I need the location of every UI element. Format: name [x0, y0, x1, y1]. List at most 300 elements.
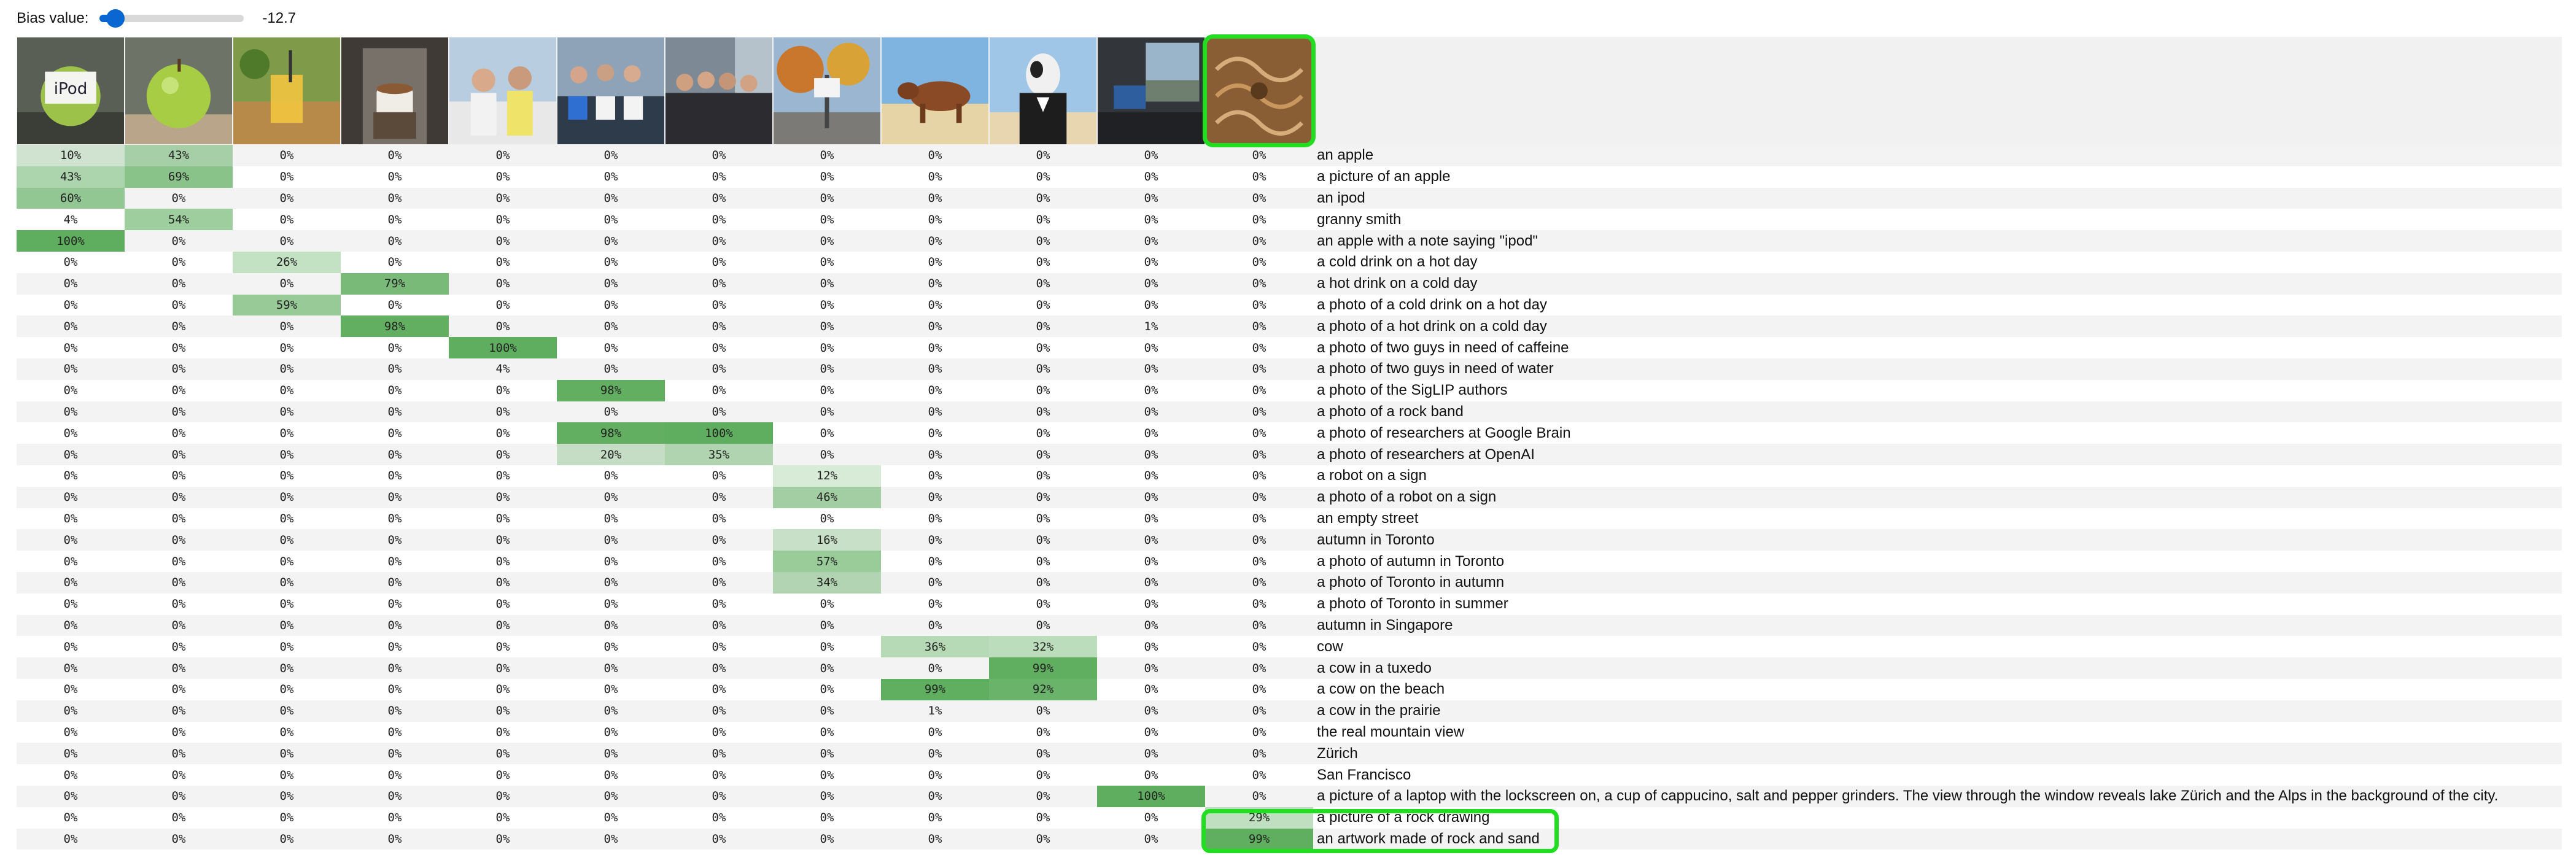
score-cell: 0% — [1252, 618, 1267, 632]
caption-label: a cow in a tuxedo — [1317, 659, 1432, 676]
score-cell: 0% — [279, 149, 294, 163]
score-cell: 0% — [1036, 554, 1050, 568]
score-cell: 0% — [1252, 789, 1267, 803]
score-cell: 0% — [63, 277, 78, 291]
score-cell: 0% — [171, 255, 186, 269]
table-row — [17, 465, 2562, 487]
score-cell: 0% — [603, 725, 618, 739]
score-cell: 0% — [387, 789, 402, 803]
score-cell: 0% — [63, 597, 78, 611]
score-cell: 0% — [1252, 170, 1267, 184]
score-cell: 0% — [603, 298, 618, 312]
score-cell: 0% — [63, 789, 78, 803]
score-cell: 0% — [603, 212, 618, 226]
score-cell: 0% — [1252, 533, 1267, 547]
table-row — [17, 295, 2562, 316]
score-cell: 0% — [495, 597, 510, 611]
score-cell: 0% — [495, 234, 510, 248]
score-cell: 0% — [712, 618, 726, 632]
score-cell: 0% — [928, 447, 942, 462]
score-cell: 0% — [1036, 511, 1050, 525]
caption-label: the real mountain view — [1317, 723, 1465, 740]
score-cell: 0% — [928, 404, 942, 419]
score-cell: 0% — [171, 725, 186, 739]
score-cell: 0% — [387, 554, 402, 568]
score-cell: 0% — [387, 533, 402, 547]
score-cell: 0% — [171, 426, 186, 440]
score-cell: 0% — [603, 511, 618, 525]
cow-on-beach-icon — [882, 37, 988, 144]
score-cell: 0% — [171, 469, 186, 483]
score-rows — [17, 145, 2562, 849]
score-cell: 0% — [279, 191, 294, 205]
score-cell: 0% — [387, 746, 402, 760]
score-cell: 0% — [1144, 554, 1158, 568]
score-cell: 0% — [1036, 212, 1050, 226]
score-cell: 0% — [63, 469, 78, 483]
score-cell: 0% — [603, 789, 618, 803]
score-cell: 0% — [820, 789, 834, 803]
score-cell: 0% — [171, 319, 186, 333]
hot-drink-mug-icon — [341, 37, 448, 144]
score-cell: 0% — [820, 341, 834, 355]
score-cell: 0% — [63, 725, 78, 739]
score-cell: 0% — [712, 277, 726, 291]
score-cell: 0% — [171, 191, 186, 205]
score-cell: 0% — [712, 576, 726, 590]
score-cell: 0% — [928, 277, 942, 291]
score-cell: 0% — [495, 298, 510, 312]
score-cell: 0% — [63, 683, 78, 697]
table-row — [17, 572, 2562, 594]
caption-label: autumn in Toronto — [1317, 531, 1435, 548]
bias-slider[interactable] — [99, 15, 244, 22]
score-cell: 0% — [712, 384, 726, 398]
score-cell: 0% — [603, 255, 618, 269]
score-cell: 0% — [1144, 341, 1158, 355]
score-cell: 0% — [1144, 490, 1158, 505]
score-cell: 35% — [665, 444, 773, 465]
score-cell: 0% — [279, 426, 294, 440]
score-cell: 0% — [1036, 426, 1050, 440]
score-cell: 0% — [279, 234, 294, 248]
score-cell: 20% — [557, 444, 665, 465]
table-row — [17, 380, 2562, 401]
score-cell: 0% — [1036, 319, 1050, 333]
score-cell: 0% — [387, 597, 402, 611]
score-cell: 0% — [387, 661, 402, 675]
score-cell: 0% — [63, 704, 78, 718]
score-cell: 0% — [603, 811, 618, 825]
image-robot-sign-toronto — [774, 37, 880, 144]
score-cell: 0% — [279, 640, 294, 654]
score-cell: 0% — [279, 683, 294, 697]
score-cell: 0% — [712, 212, 726, 226]
image-column-12 — [1205, 37, 1313, 145]
score-cell: 0% — [1036, 447, 1050, 462]
score-cell: 0% — [1144, 298, 1158, 312]
score-cell: 0% — [928, 618, 942, 632]
score-cell: 99% — [881, 679, 989, 700]
score-cell: 0% — [1252, 384, 1267, 398]
laptop-window-view-icon — [1098, 37, 1205, 144]
score-cell: 0% — [171, 298, 186, 312]
bias-value: -12.7 — [262, 10, 297, 26]
score-cell: 0% — [1144, 811, 1158, 825]
image-column-6 — [557, 37, 665, 145]
score-cell: 0% — [928, 319, 942, 333]
score-cell: 99% — [1205, 829, 1313, 850]
score-cell: 0% — [820, 212, 834, 226]
table-row — [17, 230, 2562, 252]
score-cell: 0% — [1252, 576, 1267, 590]
score-cell: 0% — [171, 597, 186, 611]
score-cell: 0% — [279, 212, 294, 226]
score-cell: 46% — [773, 487, 881, 508]
score-cell: 0% — [712, 597, 726, 611]
score-cell: 0% — [1252, 447, 1267, 462]
score-cell: 0% — [928, 768, 942, 782]
score-cell: 60% — [17, 188, 125, 209]
score-cell: 98% — [557, 422, 665, 444]
score-cell: 0% — [712, 319, 726, 333]
score-cell: 0% — [495, 404, 510, 419]
image-laptop-zurich — [1098, 37, 1205, 144]
image-column-4 — [341, 37, 449, 145]
score-cell: 0% — [495, 469, 510, 483]
score-cell: 0% — [1144, 277, 1158, 291]
score-cell: 0% — [63, 533, 78, 547]
table-row — [17, 679, 2562, 700]
score-cell: 0% — [928, 511, 942, 525]
score-cell: 0% — [928, 341, 942, 355]
score-cell: 0% — [928, 490, 942, 505]
score-cell: 0% — [495, 789, 510, 803]
score-cell: 0% — [1252, 426, 1267, 440]
caption-label: an empty street — [1317, 509, 1419, 527]
score-cell: 0% — [63, 832, 78, 846]
score-cell: 0% — [1036, 469, 1050, 483]
score-cell: 0% — [495, 746, 510, 760]
score-cell: 0% — [603, 149, 618, 163]
score-cell: 0% — [279, 811, 294, 825]
score-cell: 0% — [171, 832, 186, 846]
score-cell: 0% — [171, 811, 186, 825]
score-cell: 0% — [1036, 341, 1050, 355]
score-cell: 0% — [1036, 533, 1050, 547]
score-cell: 0% — [495, 704, 510, 718]
score-cell: 0% — [928, 832, 942, 846]
score-cell: 0% — [387, 384, 402, 398]
score-cell: 0% — [820, 191, 834, 205]
score-cell: 0% — [1252, 597, 1267, 611]
table-row — [17, 529, 2562, 551]
score-cell: 0% — [63, 362, 78, 376]
table-row — [17, 829, 2562, 850]
score-cell: 0% — [387, 832, 402, 846]
score-cell: 0% — [603, 554, 618, 568]
score-cell: 0% — [495, 511, 510, 525]
score-cell: 0% — [63, 746, 78, 760]
table-row — [17, 145, 2562, 166]
score-cell: 0% — [712, 661, 726, 675]
score-cell: 0% — [1144, 511, 1158, 525]
score-cell: 0% — [1036, 170, 1050, 184]
score-cell: 0% — [1144, 384, 1158, 398]
score-cell: 0% — [1144, 725, 1158, 739]
score-cell: 0% — [1252, 277, 1267, 291]
score-cell: 0% — [1036, 768, 1050, 782]
score-cell: 0% — [1252, 469, 1267, 483]
score-cell: 0% — [495, 725, 510, 739]
score-cell: 79% — [341, 273, 449, 295]
score-cell: 0% — [928, 426, 942, 440]
score-cell: 0% — [712, 191, 726, 205]
score-cell: 54% — [125, 209, 233, 230]
score-cell: 0% — [279, 469, 294, 483]
score-cell: 0% — [603, 533, 618, 547]
score-cell: 0% — [387, 640, 402, 654]
score-cell: 0% — [63, 640, 78, 654]
caption-label: autumn in Singapore — [1317, 616, 1453, 633]
score-cell: 0% — [1036, 298, 1050, 312]
image-row — [17, 37, 2562, 145]
image-cold-drink — [233, 37, 340, 144]
score-cell: 0% — [279, 704, 294, 718]
score-cell: 0% — [603, 191, 618, 205]
score-cell: 0% — [1144, 768, 1158, 782]
score-cell: 0% — [1036, 277, 1050, 291]
table-row — [17, 508, 2562, 530]
score-cell: 0% — [1252, 404, 1267, 419]
score-cell: 0% — [603, 832, 618, 846]
caption-label: a picture of an apple — [1317, 168, 1451, 185]
score-cell: 0% — [387, 683, 402, 697]
score-cell: 0% — [495, 149, 510, 163]
score-cell: 0% — [1144, 661, 1158, 675]
score-cell: 0% — [820, 319, 834, 333]
score-cell: 0% — [820, 149, 834, 163]
score-cell: 100% — [665, 422, 773, 444]
score-grid — [17, 37, 2562, 849]
score-cell: 0% — [279, 384, 294, 398]
score-cell: 0% — [495, 447, 510, 462]
score-cell: 0% — [63, 404, 78, 419]
score-cell: 0% — [928, 298, 942, 312]
score-cell: 0% — [1144, 234, 1158, 248]
score-cell: 0% — [712, 789, 726, 803]
score-cell: 0% — [279, 554, 294, 568]
score-cell: 0% — [1036, 191, 1050, 205]
score-cell: 0% — [603, 618, 618, 632]
score-cell: 0% — [603, 490, 618, 505]
table-row — [17, 594, 2562, 615]
score-cell: 29% — [1205, 807, 1313, 829]
score-cell: 0% — [495, 277, 510, 291]
score-cell: 0% — [279, 618, 294, 632]
score-cell: 0% — [63, 576, 78, 590]
score-cell: 0% — [1252, 234, 1267, 248]
score-cell: 26% — [233, 252, 341, 273]
score-cell: 99% — [989, 657, 1097, 679]
score-cell: 10% — [17, 145, 125, 166]
score-cell: 0% — [171, 768, 186, 782]
score-cell: 0% — [495, 191, 510, 205]
score-cell: 0% — [279, 341, 294, 355]
score-cell: 0% — [1144, 469, 1158, 483]
caption-label: a photo of a rock band — [1317, 403, 1464, 420]
score-cell: 0% — [712, 832, 726, 846]
score-cell: 0% — [820, 170, 834, 184]
score-cell: 0% — [928, 597, 942, 611]
score-cell: 0% — [928, 212, 942, 226]
table-row — [17, 551, 2562, 572]
score-cell: 0% — [387, 191, 402, 205]
score-cell: 0% — [495, 661, 510, 675]
score-cell: 4% — [495, 362, 510, 376]
score-cell: 0% — [171, 640, 186, 654]
score-cell: 0% — [279, 362, 294, 376]
score-cell: 0% — [1036, 362, 1050, 376]
score-cell: 12% — [773, 465, 881, 487]
caption-label: San Francisco — [1317, 766, 1411, 783]
caption-label: Zürich — [1317, 745, 1358, 762]
score-cell: 0% — [712, 533, 726, 547]
table-row — [17, 444, 2562, 465]
score-cell: 0% — [1036, 789, 1050, 803]
score-cell: 0% — [928, 234, 942, 248]
score-cell: 0% — [171, 661, 186, 675]
score-cell: 0% — [1036, 404, 1050, 419]
bias-slider-thumb[interactable] — [106, 9, 125, 28]
caption-label: a cold drink on a hot day — [1317, 253, 1478, 271]
score-cell: 0% — [495, 533, 510, 547]
caption-label: an apple with a note saying "ipod" — [1317, 232, 1538, 249]
score-cell: 0% — [1036, 704, 1050, 718]
score-cell: 0% — [63, 341, 78, 355]
iced-drink-icon — [233, 37, 340, 144]
score-cell: 0% — [495, 212, 510, 226]
score-cell: 0% — [495, 618, 510, 632]
table-row — [17, 807, 2562, 829]
image-column-10 — [989, 37, 1097, 145]
score-cell: 0% — [820, 447, 834, 462]
table-row — [17, 337, 2562, 358]
score-cell: 0% — [171, 404, 186, 419]
score-cell: 0% — [1252, 490, 1267, 505]
table-row — [17, 252, 2562, 273]
sand-rock-artwork-icon — [1206, 37, 1313, 144]
score-cell: 0% — [1252, 661, 1267, 675]
score-cell: 0% — [1144, 832, 1158, 846]
caption-label: a photo of researchers at OpenAI — [1317, 446, 1535, 463]
caption-label: a photo of researchers at Google Brain — [1317, 424, 1571, 441]
score-cell: 0% — [387, 341, 402, 355]
score-cell: 0% — [171, 704, 186, 718]
score-cell: 0% — [1144, 170, 1158, 184]
score-cell: 0% — [1144, 576, 1158, 590]
score-cell: 0% — [712, 511, 726, 525]
image-column-9 — [881, 37, 989, 145]
score-cell: 0% — [1144, 362, 1158, 376]
score-cell: 0% — [712, 768, 726, 782]
score-cell: 0% — [712, 640, 726, 654]
score-cell: 0% — [712, 170, 726, 184]
score-cell: 0% — [1144, 212, 1158, 226]
score-cell: 0% — [820, 597, 834, 611]
score-cell: 0% — [171, 746, 186, 760]
score-cell: 0% — [712, 362, 726, 376]
score-cell: 0% — [1036, 746, 1050, 760]
score-cell: 0% — [171, 384, 186, 398]
score-cell: 36% — [881, 636, 989, 657]
score-cell: 0% — [820, 404, 834, 419]
score-cell: 0% — [603, 362, 618, 376]
score-cell: 0% — [1144, 191, 1158, 205]
score-cell: 0% — [928, 384, 942, 398]
score-cell: 0% — [171, 618, 186, 632]
score-cell: 0% — [712, 683, 726, 697]
score-cell: 0% — [171, 511, 186, 525]
score-cell: 0% — [495, 576, 510, 590]
score-cell: 0% — [928, 746, 942, 760]
score-cell: 0% — [1252, 191, 1267, 205]
caption-label: cow — [1317, 638, 1343, 655]
score-cell: 0% — [387, 618, 402, 632]
score-cell: 0% — [603, 404, 618, 419]
score-cell: 0% — [928, 811, 942, 825]
apple-with-ipod-note-icon — [17, 37, 124, 144]
score-cell: 0% — [387, 255, 402, 269]
image-hot-drink — [341, 37, 448, 144]
score-cell: 0% — [603, 234, 618, 248]
table-row — [17, 636, 2562, 657]
score-cell: 0% — [820, 746, 834, 760]
score-cell: 57% — [773, 551, 881, 572]
score-cell: 0% — [279, 277, 294, 291]
score-cell: 0% — [820, 811, 834, 825]
caption-label: granny smith — [1317, 211, 1402, 228]
score-cell: 0% — [171, 277, 186, 291]
score-cell: 0% — [820, 768, 834, 782]
caption-label: a photo of Toronto in autumn — [1317, 574, 1505, 591]
caption-label: a photo of two guys in need of caffeine — [1317, 339, 1569, 356]
score-cell: 32% — [989, 636, 1097, 657]
score-cell: 0% — [171, 683, 186, 697]
score-cell: 0% — [1036, 255, 1050, 269]
score-cell: 0% — [712, 554, 726, 568]
image-column-5 — [449, 37, 557, 145]
score-cell: 0% — [279, 511, 294, 525]
score-cell: 0% — [603, 277, 618, 291]
score-cell: 0% — [820, 618, 834, 632]
score-cell: 0% — [387, 362, 402, 376]
score-cell: 0% — [603, 640, 618, 654]
score-cell: 0% — [1144, 149, 1158, 163]
score-cell: 0% — [1252, 704, 1267, 718]
score-cell: 0% — [1036, 490, 1050, 505]
score-cell: 0% — [928, 554, 942, 568]
score-cell: 0% — [63, 661, 78, 675]
score-cell: 0% — [387, 212, 402, 226]
score-cell: 0% — [712, 704, 726, 718]
score-cell: 0% — [1144, 255, 1158, 269]
score-cell: 0% — [820, 362, 834, 376]
score-cell: 0% — [1252, 319, 1267, 333]
score-cell: 43% — [17, 166, 125, 188]
score-cell: 0% — [279, 447, 294, 462]
score-cell: 0% — [820, 832, 834, 846]
